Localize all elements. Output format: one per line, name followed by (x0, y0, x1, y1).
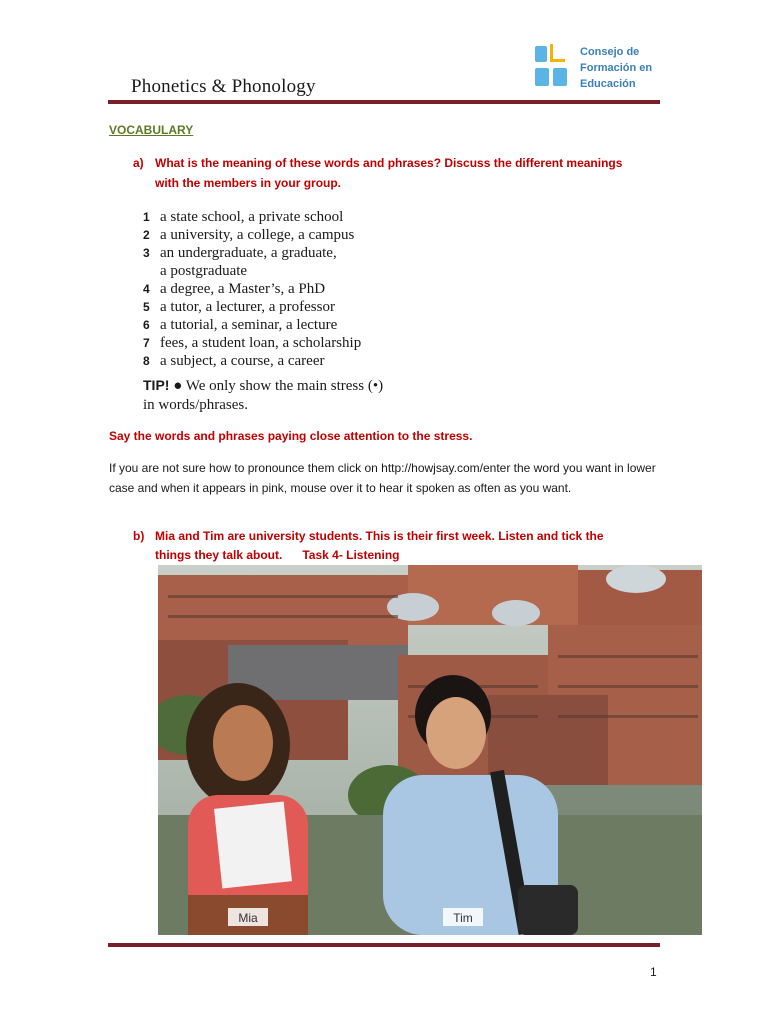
question-text: What is the meaning of these words and phrases? Discuss the different meanings (155, 156, 623, 170)
item-text: a degree, a Master’s, a PhD (160, 281, 326, 297)
logo-square-icon (535, 46, 547, 62)
question-a (133, 153, 653, 193)
list-item (143, 316, 503, 334)
question-text: Mia and Tim are university students. This is their first week. Listen and tick the (155, 529, 604, 543)
campus-photo-illustration (158, 565, 702, 935)
item-text: a subject, a course, a career (160, 353, 325, 369)
list-item (143, 352, 503, 370)
logo-square-icon (535, 68, 549, 86)
question-text: with the members in your group. (155, 176, 342, 190)
item-text: fees, a student loan, a scholarship (160, 335, 362, 351)
logo-text-line: Educación (580, 78, 636, 90)
tip-text: in words/phrases. (143, 397, 248, 413)
logo-text-line: Formación en (580, 62, 653, 74)
list-item (143, 262, 503, 280)
logo-square-icon (553, 68, 567, 86)
item-number: 5 (143, 300, 150, 314)
tip-label: TIP! (143, 377, 170, 393)
item-text: a university, a college, a campus (160, 227, 355, 243)
item-text: a tutorial, a seminar, a lecture (160, 317, 338, 333)
tip-text: We only show the main stress (•) (185, 378, 384, 394)
item-text: an undergraduate, a graduate, (160, 245, 337, 261)
item-number: 1 (143, 210, 150, 224)
vocab-list (143, 208, 503, 370)
question-text: things they talk about. Task 4- Listening (155, 548, 400, 562)
logo-bar-icon (553, 59, 565, 62)
page-title: Phonetics & Phonology (131, 76, 316, 97)
list-item (143, 280, 503, 298)
institution-logo (533, 44, 663, 94)
photo-caption-mia: Mia (238, 911, 258, 925)
item-number: 3 (143, 246, 150, 260)
list-item (143, 226, 503, 244)
header-divider (108, 100, 660, 104)
item-number: 4 (143, 282, 150, 296)
logo-text-line: Consejo de (580, 46, 640, 58)
list-item (143, 334, 503, 352)
list-item (143, 244, 503, 262)
item-number: 2 (143, 228, 150, 242)
item-number: 8 (143, 354, 150, 368)
question-b (133, 527, 653, 565)
footer-divider (108, 943, 660, 947)
stress-dot-icon: ● (173, 378, 183, 394)
item-text: a state school, a private school (160, 209, 344, 225)
logo-text (580, 44, 652, 92)
item-number: 6 (143, 318, 150, 332)
question-label: a) (133, 156, 144, 170)
pronunciation-paragraph: If you are not sure how to pronounce them click on http://howjsay.com/enter the word you want in lower case and when it appears in pink, mouse over it to hear it spoken as often as you want. (109, 461, 656, 495)
item-text: a postgraduate (160, 263, 248, 279)
page-number: 1 (650, 965, 657, 979)
section-heading: VOCABULARY (109, 123, 194, 137)
say-instruction: Say the words and phrases paying close attention to the stress. (109, 429, 473, 443)
list-item (143, 298, 503, 316)
photo-caption-tim: Tim (453, 911, 473, 925)
tip-box (143, 376, 383, 415)
list-item (143, 208, 503, 226)
question-label: b) (133, 529, 145, 543)
campus-photo (158, 565, 702, 935)
item-number: 7 (143, 336, 150, 350)
item-text: a tutor, a lecturer, a professor (160, 299, 335, 315)
